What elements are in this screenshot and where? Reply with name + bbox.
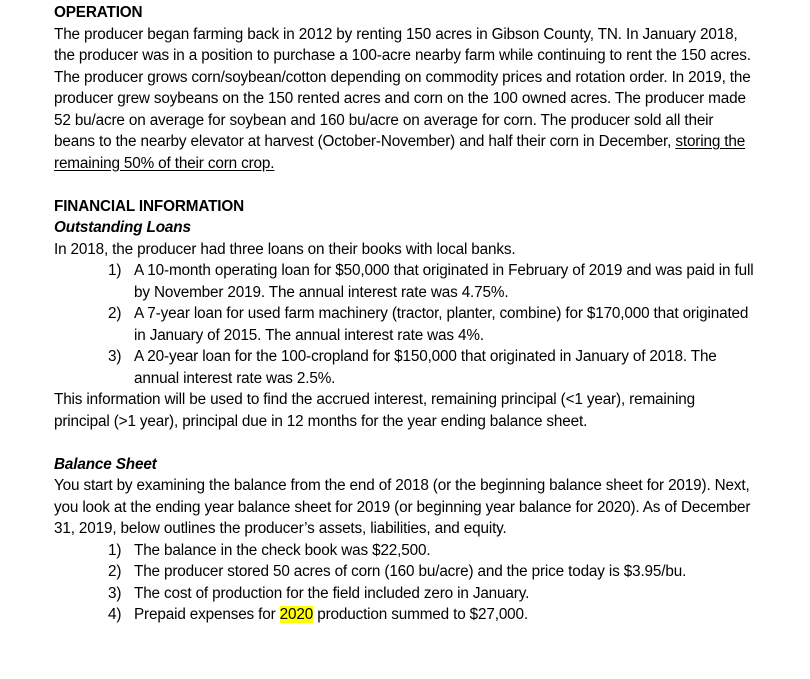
list-text: The balance in the check book was $22,500. <box>134 541 431 559</box>
loans-list <box>54 260 754 389</box>
list-text-before: Prepaid expenses for <box>134 606 280 623</box>
list-item <box>54 604 754 626</box>
financial-heading: FINANCIAL INFORMATION <box>54 197 245 215</box>
document-page <box>54 2 754 626</box>
list-number: 2) <box>108 563 122 580</box>
list-number: 3) <box>108 348 122 365</box>
list-number: 1) <box>108 541 122 559</box>
list-item <box>54 583 754 605</box>
operation-text: The producer began farming back in 2012 by renting 150 acres in Gibson County, TN. In January 2018, the producer was in a position to purchase a 100-acre nearby farm while continuing to rent the 150 acres. The producer grows corn/soybean/cotton depending on commodity prices and rotation order. In 2019, the producer grew soybeans on the 150 rented acres and corn on the 100 owned acres. The producer made 52 bu/acre on average for soybean and 160 bu/acre on average for corn. The producer sold all their beans to the nearby elevator at harvest (October-November) and half their corn in December, <box>54 25 751 150</box>
list-item <box>54 260 754 303</box>
operation-underlined-text: storing the remaining 50% of their corn crop. <box>54 133 746 172</box>
list-item <box>54 303 754 346</box>
list-number: 4) <box>108 606 122 623</box>
spacer <box>54 174 754 196</box>
operation-heading: OPERATION <box>54 4 143 21</box>
balance-list <box>54 540 754 626</box>
list-text: The cost of production for the field included zero in January. <box>134 584 530 602</box>
list-text: A 10-month operating loan for $50,000 that originated in February of 2019 and was paid in full by November 2019. The annual interest rate was 4.75%. <box>134 262 754 301</box>
loans-subheading: Outstanding Loans <box>54 219 191 236</box>
list-number: 3) <box>108 584 122 602</box>
list-text: The producer stored 50 acres of corn (160 bu/acre) and the price today is $3.95/bu. <box>134 563 687 580</box>
spacer <box>54 432 754 454</box>
list-text: A 7-year loan for used farm machinery (tractor, planter, combine) for $170,000 that originated in January of 2015. The annual interest rate was 4%. <box>134 305 749 344</box>
balance-intro: You start by examining the balance from the end of 2018 (or the beginning balance sheet for 2019). Next, you look at the ending year balance sheet for 2019 (or beginning year balance for 2020). As of December 31, 2019, below outlines the producer’s assets, liabilities, and equity. <box>54 477 751 537</box>
list-item <box>54 346 754 389</box>
operation-paragraph <box>54 24 754 175</box>
list-number: 1) <box>108 262 122 279</box>
list-text: A 20-year loan for the 100-cropland for $150,000 that originated in January of 2018. The annual interest rate was 2.5%. <box>134 348 717 387</box>
list-item <box>54 540 754 562</box>
balance-subheading: Balance Sheet <box>54 455 157 473</box>
loans-intro: In 2018, the producer had three loans on their books with local banks. <box>54 240 516 258</box>
list-text-after: production summed to $27,000. <box>313 606 529 623</box>
list-item <box>54 561 754 583</box>
loans-outro: This information will be used to find the accrued interest, remaining principal (<1 year), remaining principal (>1 year), principal due in 12 months for the year ending balance sheet. <box>54 391 695 430</box>
highlighted-year: 2020 <box>279 606 314 623</box>
list-number: 2) <box>108 305 122 322</box>
